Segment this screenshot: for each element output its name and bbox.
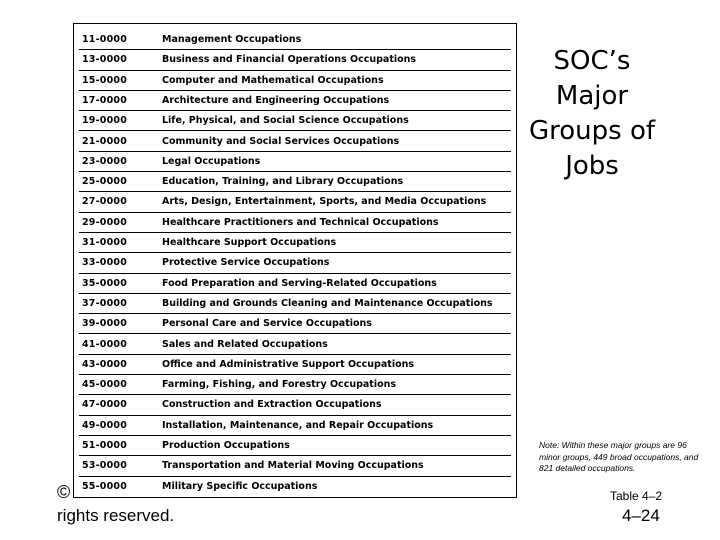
occupation-title: Architecture and Engineering Occupations <box>162 94 390 106</box>
slide-title <box>520 44 664 184</box>
occupation-title: Healthcare Practitioners and Technical Occupations <box>162 216 439 228</box>
table-row <box>79 29 511 50</box>
occupation-title: Construction and Extraction Occupations <box>162 399 382 411</box>
table-row <box>79 232 511 253</box>
table-row <box>79 374 511 395</box>
slide-title-line: SOC’s <box>553 46 631 76</box>
occupation-title: Sales and Related Occupations <box>162 338 328 350</box>
table-row <box>79 394 511 415</box>
occupation-title: Community and Social Services Occupations <box>162 135 400 147</box>
soc-code: 25-0000 <box>82 176 128 188</box>
occupation-title: Business and Financial Operations Occupations <box>162 54 417 66</box>
table-row <box>79 131 511 152</box>
slide-title-line: Jobs <box>565 151 619 181</box>
soc-code: 53-0000 <box>82 460 128 472</box>
soc-code: 51-0000 <box>82 440 128 451</box>
occupation-title: Education, Training, and Library Occupations <box>162 176 404 188</box>
soc-code: 13-0000 <box>82 54 128 66</box>
soc-code: 37-0000 <box>82 297 128 309</box>
occupation-title: Building and Grounds Cleaning and Maintenance Occupations <box>162 297 493 309</box>
occupation-title: Installation, Maintenance, and Repair Occupations <box>162 419 434 431</box>
soc-code: 19-0000 <box>82 115 128 127</box>
table-row <box>79 476 511 496</box>
table-row <box>79 313 511 334</box>
occupation-title: Computer and Mathematical Occupations <box>162 74 384 86</box>
table-row <box>79 90 511 111</box>
soc-code: 49-0000 <box>82 419 128 431</box>
copyright-text: rights reserved. <box>57 506 175 525</box>
table-row <box>79 435 511 456</box>
soc-code: 23-0000 <box>82 155 128 167</box>
occupation-title: Personal Care and Service Occupations <box>162 318 372 330</box>
table-row <box>79 455 511 476</box>
table-row <box>79 151 511 172</box>
soc-code: 55-0000 <box>82 480 128 492</box>
soc-code: 11-0000 <box>82 34 128 45</box>
occupation-title: Legal Occupations <box>162 155 261 167</box>
table-row <box>79 415 511 436</box>
table-row <box>79 49 511 70</box>
occupation-title: Healthcare Support Occupations <box>162 237 337 248</box>
table-row <box>79 171 511 192</box>
soc-code: 31-0000 <box>82 237 128 248</box>
soc-code: 21-0000 <box>82 135 128 147</box>
soc-code: 27-0000 <box>82 196 128 208</box>
occupation-title: Transportation and Material Moving Occupations <box>162 460 424 472</box>
occupation-title: Protective Service Occupations <box>162 257 330 269</box>
soc-table <box>73 23 517 498</box>
occupation-title: Office and Administrative Support Occupations <box>162 358 415 370</box>
occupation-title: Military Specific Occupations <box>162 480 318 492</box>
soc-table-rows <box>79 29 511 494</box>
table-row <box>79 354 511 375</box>
table-note: Note: Within these major groups are 96 minor groups, 449 broad occupations, and 821 detailed occupations. <box>539 440 699 473</box>
soc-code: 15-0000 <box>82 74 128 86</box>
occupation-title: Arts, Design, Entertainment, Sports, and Media Occupations <box>162 196 487 208</box>
occupation-title: Production Occupations <box>162 440 290 451</box>
occupation-title: Management Occupations <box>162 34 302 45</box>
occupation-title: Farming, Fishing, and Forestry Occupations <box>162 379 397 391</box>
slide-title-line: Groups of <box>528 116 656 146</box>
table-row <box>79 110 511 131</box>
copyright-symbol: © <box>57 482 71 502</box>
table-row <box>79 252 511 273</box>
table-row <box>79 273 511 294</box>
table-row <box>79 212 511 233</box>
soc-code: 35-0000 <box>82 277 128 289</box>
occupation-title: Life, Physical, and Social Science Occupations <box>162 115 409 127</box>
occupation-title: Food Preparation and Serving-Related Occupations <box>162 277 437 289</box>
soc-code: 41-0000 <box>82 338 128 350</box>
soc-code: 43-0000 <box>82 358 128 370</box>
soc-code: 33-0000 <box>82 257 128 269</box>
table-reference: Table 4–2 <box>610 489 663 503</box>
soc-code: 45-0000 <box>82 379 128 391</box>
slide-title-line: Major <box>555 81 629 111</box>
soc-code: 29-0000 <box>82 216 128 228</box>
table-row <box>79 293 511 314</box>
table-row <box>79 191 511 212</box>
soc-code: 47-0000 <box>82 399 128 411</box>
soc-code: 17-0000 <box>82 94 128 106</box>
table-row <box>79 70 511 91</box>
soc-code: 39-0000 <box>82 318 128 330</box>
slide-number: 4–24 <box>622 506 660 525</box>
table-row <box>79 334 511 355</box>
